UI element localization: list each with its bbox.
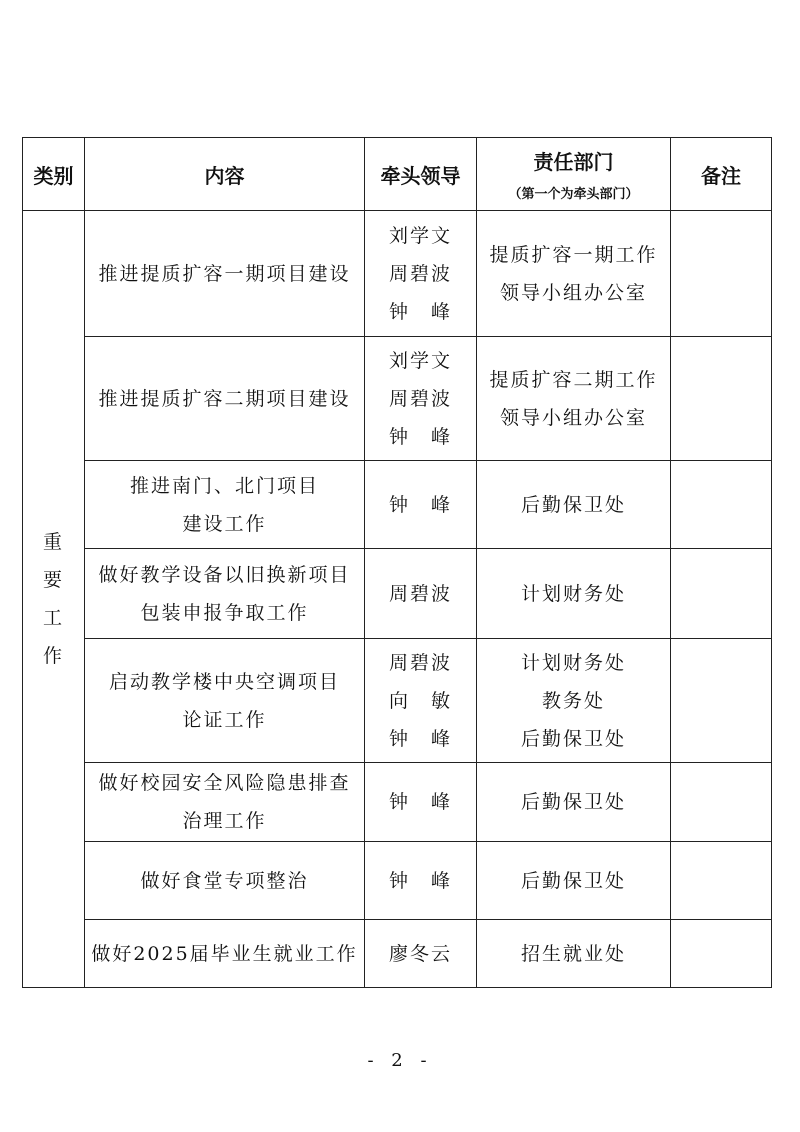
content-cell-line: 做好2025届毕业生就业工作 (91, 942, 358, 965)
content-cell-line: 推进南门、北门项目 (129, 474, 319, 497)
department-cell-line: 后勤保卫处 (520, 727, 626, 750)
content-cell (85, 639, 365, 763)
leader-cell-line: 周碧波 (388, 387, 452, 410)
page-number: - 2 - (367, 1050, 433, 1071)
leader-cell (365, 920, 477, 988)
table-row (23, 920, 772, 988)
table-row (23, 337, 772, 461)
header-category: 类别 (23, 138, 85, 211)
department-cell-line: 领导小组办公室 (499, 281, 647, 304)
department-cell-line: 提质扩容二期工作 (489, 368, 658, 391)
remarks-cell (671, 920, 772, 988)
content-cell (85, 461, 365, 549)
content-cell-line: 做好教学设备以旧换新项目 (98, 563, 351, 586)
remarks-cell (671, 337, 772, 461)
leader-cell-line: 钟 峰 (388, 300, 452, 323)
category-char: 作 (42, 645, 64, 667)
department-cell (477, 763, 671, 842)
work-table-container (22, 137, 771, 988)
leader-cell-line: 钟 峰 (388, 791, 452, 813)
remarks-cell (671, 639, 772, 763)
header-department (477, 138, 671, 211)
header-department-note: （第一个为牵头部门） (508, 187, 639, 202)
header-content: 内容 (85, 138, 365, 211)
department-cell (477, 920, 671, 988)
department-cell-line: 领导小组办公室 (499, 406, 647, 429)
department-cell-line: 提质扩容一期工作 (489, 243, 658, 266)
category-char: 要 (42, 569, 64, 591)
work-table (22, 137, 772, 988)
leader-cell-line: 钟 峰 (388, 869, 452, 892)
content-cell (85, 763, 365, 842)
leader-cell-line: 周碧波 (388, 651, 452, 674)
content-cell-line: 做好校园安全风险隐患排查 (98, 772, 351, 794)
category-char: 重 (42, 531, 64, 553)
department-cell (477, 842, 671, 920)
leader-cell-line: 钟 峰 (388, 425, 452, 448)
table-header-row (23, 138, 772, 211)
leader-cell (365, 639, 477, 763)
department-cell (477, 211, 671, 337)
header-remarks: 备注 (671, 138, 772, 211)
content-cell-line: 论证工作 (182, 708, 267, 731)
header-department-label: 责任部门 (533, 150, 614, 174)
leader-cell (365, 211, 477, 337)
leader-cell-line: 廖冬云 (388, 942, 452, 965)
table-row (23, 639, 772, 763)
content-cell-line: 建设工作 (182, 512, 267, 535)
content-cell (85, 337, 365, 461)
remarks-cell (671, 842, 772, 920)
remarks-cell (671, 461, 772, 549)
content-cell (85, 842, 365, 920)
remarks-cell (671, 763, 772, 842)
remarks-cell (671, 211, 772, 337)
category-char: 工 (42, 607, 64, 629)
department-cell (477, 549, 671, 639)
leader-cell-line: 钟 峰 (388, 727, 452, 750)
department-cell-line: 后勤保卫处 (520, 869, 626, 892)
table-body (23, 211, 772, 988)
content-cell (85, 211, 365, 337)
content-cell-line: 启动教学楼中央空调项目 (108, 670, 340, 693)
table-row (23, 461, 772, 549)
leader-cell (365, 763, 477, 842)
department-cell (477, 337, 671, 461)
leader-cell (365, 337, 477, 461)
content-cell-line: 推进提质扩容二期项目建设 (98, 387, 351, 410)
table-row (23, 763, 772, 842)
leader-cell-line: 周碧波 (388, 582, 452, 605)
department-cell-line: 教务处 (541, 689, 605, 712)
department-cell-line: 招生就业处 (520, 942, 626, 965)
header-leader: 牵头领导 (365, 138, 477, 211)
department-cell-line: 计划财务处 (520, 651, 626, 674)
remarks-cell (671, 549, 772, 639)
department-cell-line: 后勤保卫处 (520, 493, 626, 516)
table-row (23, 842, 772, 920)
category-cell (23, 211, 85, 988)
leader-cell-line: 钟 峰 (388, 493, 452, 516)
department-cell-line: 计划财务处 (520, 582, 626, 605)
leader-cell (365, 842, 477, 920)
content-cell-line: 推进提质扩容一期项目建设 (98, 262, 351, 285)
table-row (23, 549, 772, 639)
content-cell-line: 治理工作 (182, 810, 267, 832)
department-cell (477, 639, 671, 763)
content-cell-line: 包装申报争取工作 (140, 601, 309, 624)
department-cell-line: 后勤保卫处 (520, 791, 626, 813)
content-cell (85, 920, 365, 988)
leader-cell-line: 向 敏 (388, 689, 452, 712)
leader-cell (365, 549, 477, 639)
department-cell (477, 461, 671, 549)
leader-cell-line: 周碧波 (388, 262, 452, 285)
table-row (23, 211, 772, 337)
leader-cell-line: 刘学文 (388, 224, 452, 247)
content-cell (85, 549, 365, 639)
content-cell-line: 做好食堂专项整治 (140, 869, 309, 892)
leader-cell (365, 461, 477, 549)
leader-cell-line: 刘学文 (388, 349, 452, 372)
